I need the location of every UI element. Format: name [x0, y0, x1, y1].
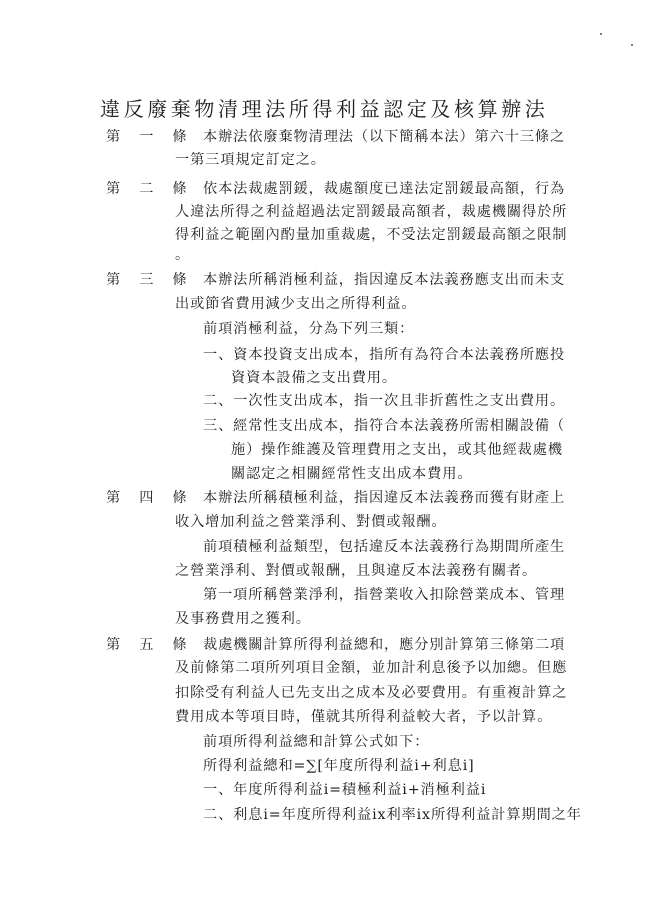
article-5-line: 裁處機關計算所得利益總和，應分別計算第三條第二項 — [203, 637, 566, 653]
article-4-line: 及事務費用之獲利。 — [175, 611, 311, 627]
document-title: 違反廢棄物清理法所得利益認定及核算辦法 — [100, 97, 549, 121]
article-label-3: 第三條 — [106, 272, 206, 288]
article-2-line: 。 — [175, 247, 191, 263]
article-5-formula: 所得利益總和=∑[年度所得利益i+利息i] — [203, 758, 475, 774]
article-4-line: 本辦法所稱積極利益，指因違反本法義務而獲有財產上 — [203, 490, 566, 506]
article-2-line: 人違法所得之利益超過法定罰鍰最高額者，裁處機關得於所 — [175, 204, 568, 220]
article-3-line: 關認定之相關經常性支出成本費用。 — [231, 466, 473, 482]
article-5-line: 前項所得利益總和計算公式如下： — [203, 734, 430, 750]
article-1-line: 一第三項規定訂定之。 — [175, 152, 326, 168]
article-3-line: 施）操作維護及管理費用之支出，或其他經裁處機 — [231, 442, 563, 458]
article-label-2: 第二條 — [106, 181, 206, 197]
article-3-line: 出或節省費用減少支出之所得利益。 — [175, 296, 417, 312]
article-label-1: 第一條 — [106, 129, 206, 145]
article-4-line: 前項積極利益類型，包括違反本法義務行為期間所產生 — [203, 539, 566, 555]
article-5-formula: 二、利息i=年度所得利益ix利率ix所得利益計算期間之年 — [203, 807, 582, 823]
scan-speck — [631, 44, 633, 46]
article-4-line: 之營業淨利、對價或報酬，且與違反本法義務有關者。 — [175, 563, 538, 579]
article-3-line: 二、一次性支出成本，指一次且非折舊性之支出費用。 — [203, 393, 566, 409]
article-3-line: 一、資本投資支出成本，指所有為符合本法義務所應投 — [203, 347, 566, 363]
article-label-4: 第四條 — [106, 490, 206, 506]
article-5-line: 扣除受有利益人已先支出之成本及必要費用。有重複計算之 — [175, 685, 568, 701]
article-5-line: 及前條第二項所列項目金額，並加計利息後予以加總。但應 — [175, 660, 568, 676]
article-5-line: 費用成本等項目時，僅就其所得利益較大者，予以計算。 — [175, 709, 553, 725]
article-3-line: 本辦法所稱消極利益，指因違反本法義務應支出而未支 — [203, 272, 566, 288]
scan-speck — [600, 33, 602, 35]
article-2-line: 依本法裁處罰鍰，裁處額度已達法定罰鍰最高額，行為 — [203, 181, 566, 197]
article-3-line: 前項消極利益，分為下列三類： — [203, 321, 415, 337]
article-label-5: 第五條 — [106, 637, 206, 653]
article-4-line: 收入增加利益之營業淨利、對價或報酬。 — [175, 514, 447, 530]
article-3-line: 三、經常性支出成本，指符合本法義務所需相關設備（ — [203, 418, 566, 434]
article-4-line: 第一項所稱營業淨利，指營業收入扣除營業成本、管理 — [203, 587, 566, 603]
article-3-line: 資資本設備之支出費用。 — [231, 370, 397, 386]
article-2-line: 得利益之範圍內酌量加重裁處，不受法定罰鍰最高額之限制 — [175, 227, 568, 243]
article-1-line: 本辦法依廢棄物清理法（以下簡稱本法）第六十三條之 — [203, 129, 566, 145]
article-5-formula: 一、年度所得利益i=積極利益i+消極利益i — [203, 782, 487, 798]
